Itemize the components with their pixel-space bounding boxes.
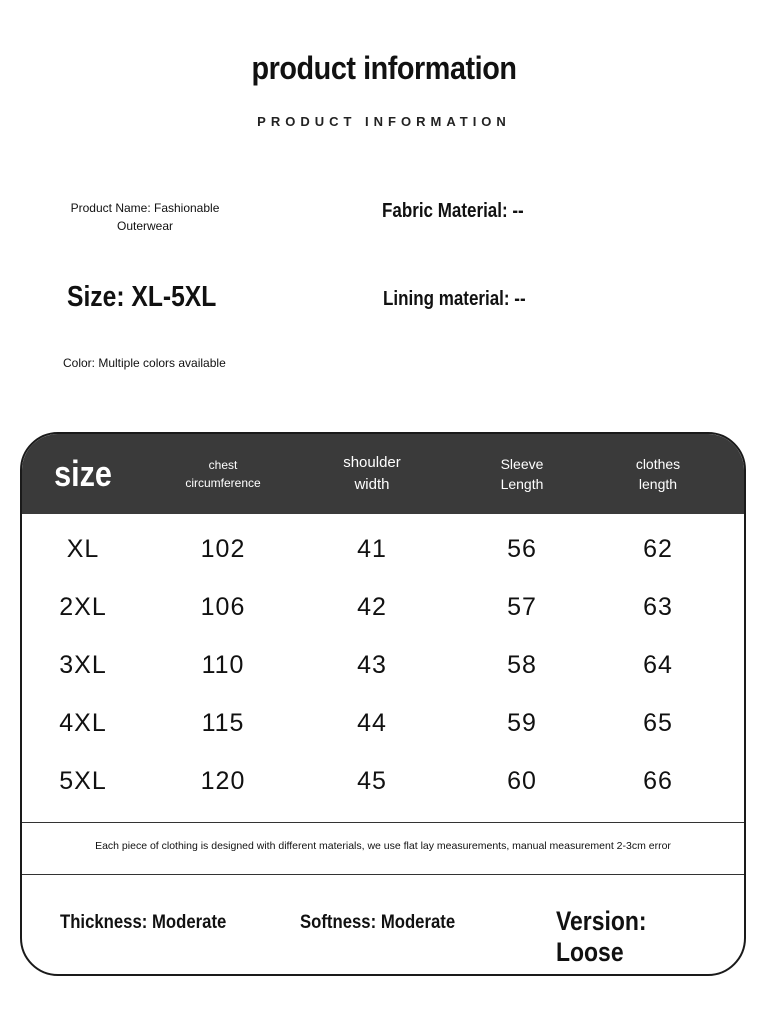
- table-cell: 64: [643, 650, 673, 679]
- table-cell: 41: [357, 534, 387, 563]
- thickness-info: Thickness: Moderate: [60, 912, 227, 933]
- version-info: Version: Loose: [556, 906, 647, 967]
- header-clothes: [602, 434, 714, 514]
- header-chest: [144, 434, 302, 514]
- table-cell: 58: [507, 650, 537, 679]
- table-cell: 110: [201, 650, 245, 679]
- table-cell: 106: [200, 592, 246, 621]
- product-name-line2: Outerwear: [116, 219, 174, 233]
- header-shoulder: [302, 434, 442, 514]
- softness-info: Softness: Moderate: [300, 912, 456, 933]
- table-cell: 62: [643, 534, 673, 563]
- header-clothes-line2: length: [638, 476, 678, 492]
- table-cell: 4XL: [59, 708, 107, 737]
- table-row: [22, 694, 744, 752]
- table-divider-bottom: [22, 874, 744, 875]
- table-cell: 2XL: [59, 592, 107, 621]
- header-size-label: size: [54, 453, 112, 494]
- table-divider-top: [22, 822, 744, 823]
- table-cell: 44: [357, 708, 387, 737]
- table-cell: 57: [507, 592, 537, 621]
- table-cell: 63: [643, 592, 673, 621]
- table-cell: 42: [357, 592, 387, 621]
- table-cell: XL: [66, 534, 100, 563]
- header-clothes-line1: clothes: [635, 456, 681, 472]
- table-cell: 3XL: [59, 650, 107, 679]
- table-row: [22, 578, 744, 636]
- table-cell: 66: [643, 766, 673, 795]
- table-cell: 60: [507, 766, 537, 795]
- table-cell: 59: [507, 708, 537, 737]
- table-cell: 65: [643, 708, 673, 737]
- page-subtitle: PRODUCT INFORMATION: [257, 114, 511, 129]
- size-range: Size: XL-5XL: [67, 281, 217, 313]
- table-cell: 120: [200, 766, 246, 795]
- header-sleeve-line2: Length: [500, 476, 544, 492]
- product-name: [60, 199, 230, 235]
- product-name-line1: Product Name: Fashionable: [70, 201, 220, 215]
- table-cell: 115: [201, 708, 245, 737]
- table-row: [22, 752, 744, 810]
- header-size: [22, 434, 144, 514]
- header-chest-line2: circumference: [185, 476, 261, 490]
- table-row: [22, 520, 744, 578]
- header-shoulder-line1: shoulder: [343, 454, 401, 471]
- table-cell: 56: [507, 534, 537, 563]
- color-info: Color: Multiple colors available: [63, 356, 226, 370]
- lining-material: Lining material: --: [383, 288, 526, 310]
- size-chart-header: [22, 434, 744, 514]
- table-row: [22, 636, 744, 694]
- header-sleeve: [442, 434, 602, 514]
- measurement-note: Each piece of clothing is designed with different materials, we use flat lay measurements, manual measurement 2-3cm error: [95, 840, 671, 852]
- table-cell: 45: [357, 766, 387, 795]
- table-cell: 5XL: [59, 766, 107, 795]
- header-chest-line1: chest: [208, 458, 238, 472]
- size-chart-card: [20, 432, 746, 976]
- table-cell: 102: [200, 534, 246, 563]
- fabric-material: Fabric Material: --: [382, 200, 524, 222]
- header-shoulder-line2: width: [354, 476, 390, 493]
- header-sleeve-line1: Sleeve: [500, 456, 544, 472]
- table-cell: 43: [357, 650, 387, 679]
- page-title: product information: [251, 50, 517, 86]
